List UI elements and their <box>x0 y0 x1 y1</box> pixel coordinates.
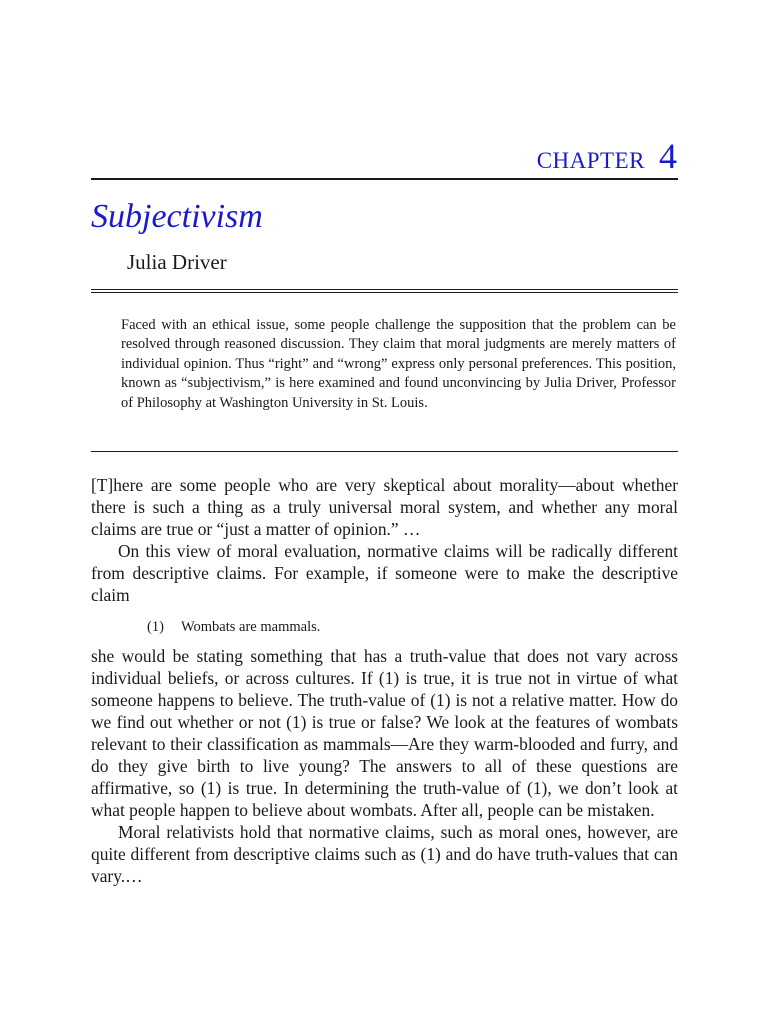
example-number: (1) <box>147 619 164 636</box>
double-rule-upper <box>91 289 678 290</box>
body-paragraph: she would be stating something that has a truth-value that does not vary across individual beliefs, or across cultures. If (1) is true, it is true not in virtue of what someone happens to believe. The truth-value of (1) is not a relative matter. How do we find out whether or not (1) is true or false? We look at the features of wombats relevant to their classification as mammals—Are they warm-blooded and furry, and do they give birth to live young? The answers to all of these questions are affirmative, so (1) is true. In determining the truth-value of (1), we don’t look at what people happen to believe about wombats. After all, people can be mistaken. <box>91 646 678 820</box>
body-paragraph: [T]here are some people who are very skeptical about morality—about whether there is such a thing as a truly universal moral system, and whether any moral claims are true or “just a matter of opinion.” … <box>91 475 678 539</box>
abstract-bottom-rule <box>91 451 678 452</box>
chapter-heading <box>537 135 677 177</box>
body-paragraph: Moral relativists hold that normative claims, such as moral ones, however, are quite different from descriptive claims such as (1) and do have truth-values that can vary.… <box>91 821 678 886</box>
chapter-label: CHAPTER <box>536 148 645 173</box>
top-rule <box>91 178 678 180</box>
example-text: Wombats are mammals. <box>181 619 321 636</box>
numbered-example <box>147 618 678 637</box>
chapter-number: 4 <box>659 136 677 176</box>
double-rule-lower <box>91 292 678 293</box>
author-name: Julia Driver <box>127 250 227 274</box>
chapter-title: Subjectivism <box>91 198 263 235</box>
body-text <box>91 475 678 887</box>
body-paragraph: On this view of moral evaluation, normative claims will be radically different from descriptive claims. For example, if someone were to make the descriptive claim <box>91 540 678 605</box>
abstract: Faced with an ethical issue, some people challenge the supposition that the problem can be resolved through reasoned discussion. They claim that moral judgments are merely matters of individual opinion. Thus “right” and “wrong” express only personal preferences. This position, known as “subjectivism,” is here examined and found unconvincing by Julia Driver, Professor of Philosophy at Washington University in St. Louis. <box>121 317 676 411</box>
